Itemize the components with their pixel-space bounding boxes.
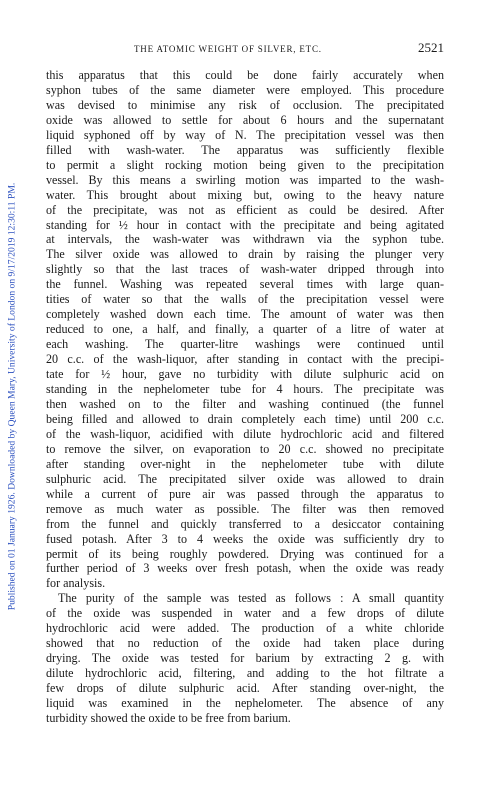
- text-line: the funnel. Washing was repeated several times with large quan-: [46, 277, 444, 292]
- text-line: was devised to minimise any risk of occlusion. The precipitated: [46, 97, 444, 112]
- text-line: further period of 3 weeks over fresh potash, when the oxide was ready: [46, 561, 444, 576]
- running-header: [46, 40, 444, 58]
- text-line: filled with wash-water. The apparatus was sufficiently flexible: [46, 142, 444, 157]
- text-line: The silver oxide was allowed to drain by raising the plunger very: [46, 247, 444, 262]
- page-number: 2521: [418, 40, 444, 55]
- text-line: at intervals, the wash-water was withdrawn via the syphon tube.: [46, 232, 444, 247]
- text-line: of the wash-liquor, acidified with dilute hydrochloric acid and filtered: [46, 426, 444, 441]
- text-line: each washing. The quarter-litre washings were continued until: [46, 337, 444, 352]
- text-line: showed that no reduction of the oxide had taken place during: [46, 636, 444, 651]
- text-line: tate for ½ hour, gave no turbidity with dilute sulphuric acid on: [46, 367, 444, 382]
- text-line: tities of water so that the walls of the precipitation vessel were: [46, 292, 444, 307]
- text-line: being filled and allowed to drain completely each time) until 200 c.c.: [46, 411, 444, 426]
- text-line: to permit a slight rocking motion being given to the precipitation: [46, 157, 444, 172]
- text-line: for analysis.: [46, 576, 106, 591]
- text-line: standing for ½ hour in contact with the precipitate and being agitated: [46, 217, 444, 232]
- text-line: liquid syphoned off by way of N. The precipitation vessel was then: [46, 127, 444, 142]
- download-watermark-text: Published on 01 January 1926. Downloaded by Queen Mary, University of London on 9/17/2019 12:30:11 PM.: [6, 182, 18, 610]
- text-line: dilute hydrochloric acid, filtering, and adding to the hot filtrate a: [46, 666, 444, 681]
- text-line: this apparatus that this could be done fairly accurately when: [46, 68, 444, 82]
- text-line: of the oxide was suspended in water and a few drops of dilute: [46, 606, 444, 621]
- text-line: after standing over-night in the nephelometer tube with dilute: [46, 456, 444, 471]
- text-line: liquid was examined in the nephelometer. The absence of any: [46, 696, 444, 711]
- text-line: few drops of dilute sulphuric acid. After standing over-night, the: [46, 681, 444, 696]
- text-line: of the precipitate, was not as efficient as could be desired. After: [46, 202, 444, 217]
- text-line: drying. The oxide was tested for barium by extracting 2 g. with: [46, 651, 444, 666]
- text-line: then washed on to the filter and washing continued (the funnel: [46, 396, 444, 411]
- text-line: syphon tubes of the same diameter were employed. This procedure: [46, 82, 444, 97]
- text-line: from the funnel and quickly transferred to a desiccator containing: [46, 516, 444, 531]
- text-line: slightly so that the last traces of wash-water dripped through into: [46, 262, 444, 277]
- text-line: vessel. By this means a swirling motion was imparted to the wash-: [46, 172, 444, 187]
- download-watermark: [2, 0, 22, 792]
- body-text: [46, 68, 444, 726]
- text-line: standing in the nephelometer tube for 4 hours. The precipitate was: [46, 382, 444, 397]
- text-line: remove as much water as possible. The filter was then removed: [46, 501, 444, 516]
- text-line: to remove the silver, on evaporation to 20 c.c. showed no precipitate: [46, 441, 444, 456]
- text-line: oxide was allowed to settle for about 6 hours and the supernatant: [46, 112, 444, 127]
- text-line: turbidity showed the oxide to be free from barium.: [46, 710, 291, 725]
- text-line: water. This brought about mixing but, owing to the heavy nature: [46, 187, 444, 202]
- text-line: hydrochloric acid were added. The production of a white chloride: [46, 621, 444, 636]
- running-title: THE ATOMIC WEIGHT OF SILVER, ETC.: [134, 44, 322, 54]
- text-line: while a current of pure air was passed through the apparatus to: [46, 486, 444, 501]
- text-line: 20 c.c. of the wash-liquor, after standing in contact with the precipi-: [46, 352, 444, 367]
- text-line: sulphuric acid. The precipitated silver oxide was allowed to drain: [46, 471, 444, 486]
- text-line: permit of its being roughly powdered. Drying was continued for a: [46, 546, 444, 561]
- text-line: fused potash. After 3 to 4 weeks the oxide was sufficiently dry to: [46, 531, 444, 546]
- text-line: completely washed down each time. The amount of water was then: [46, 307, 444, 322]
- text-line: reduced to one, a half, and finally, a quarter of a litre of water at: [46, 322, 444, 337]
- text-line: The purity of the sample was tested as follows : A small quantity: [58, 591, 444, 606]
